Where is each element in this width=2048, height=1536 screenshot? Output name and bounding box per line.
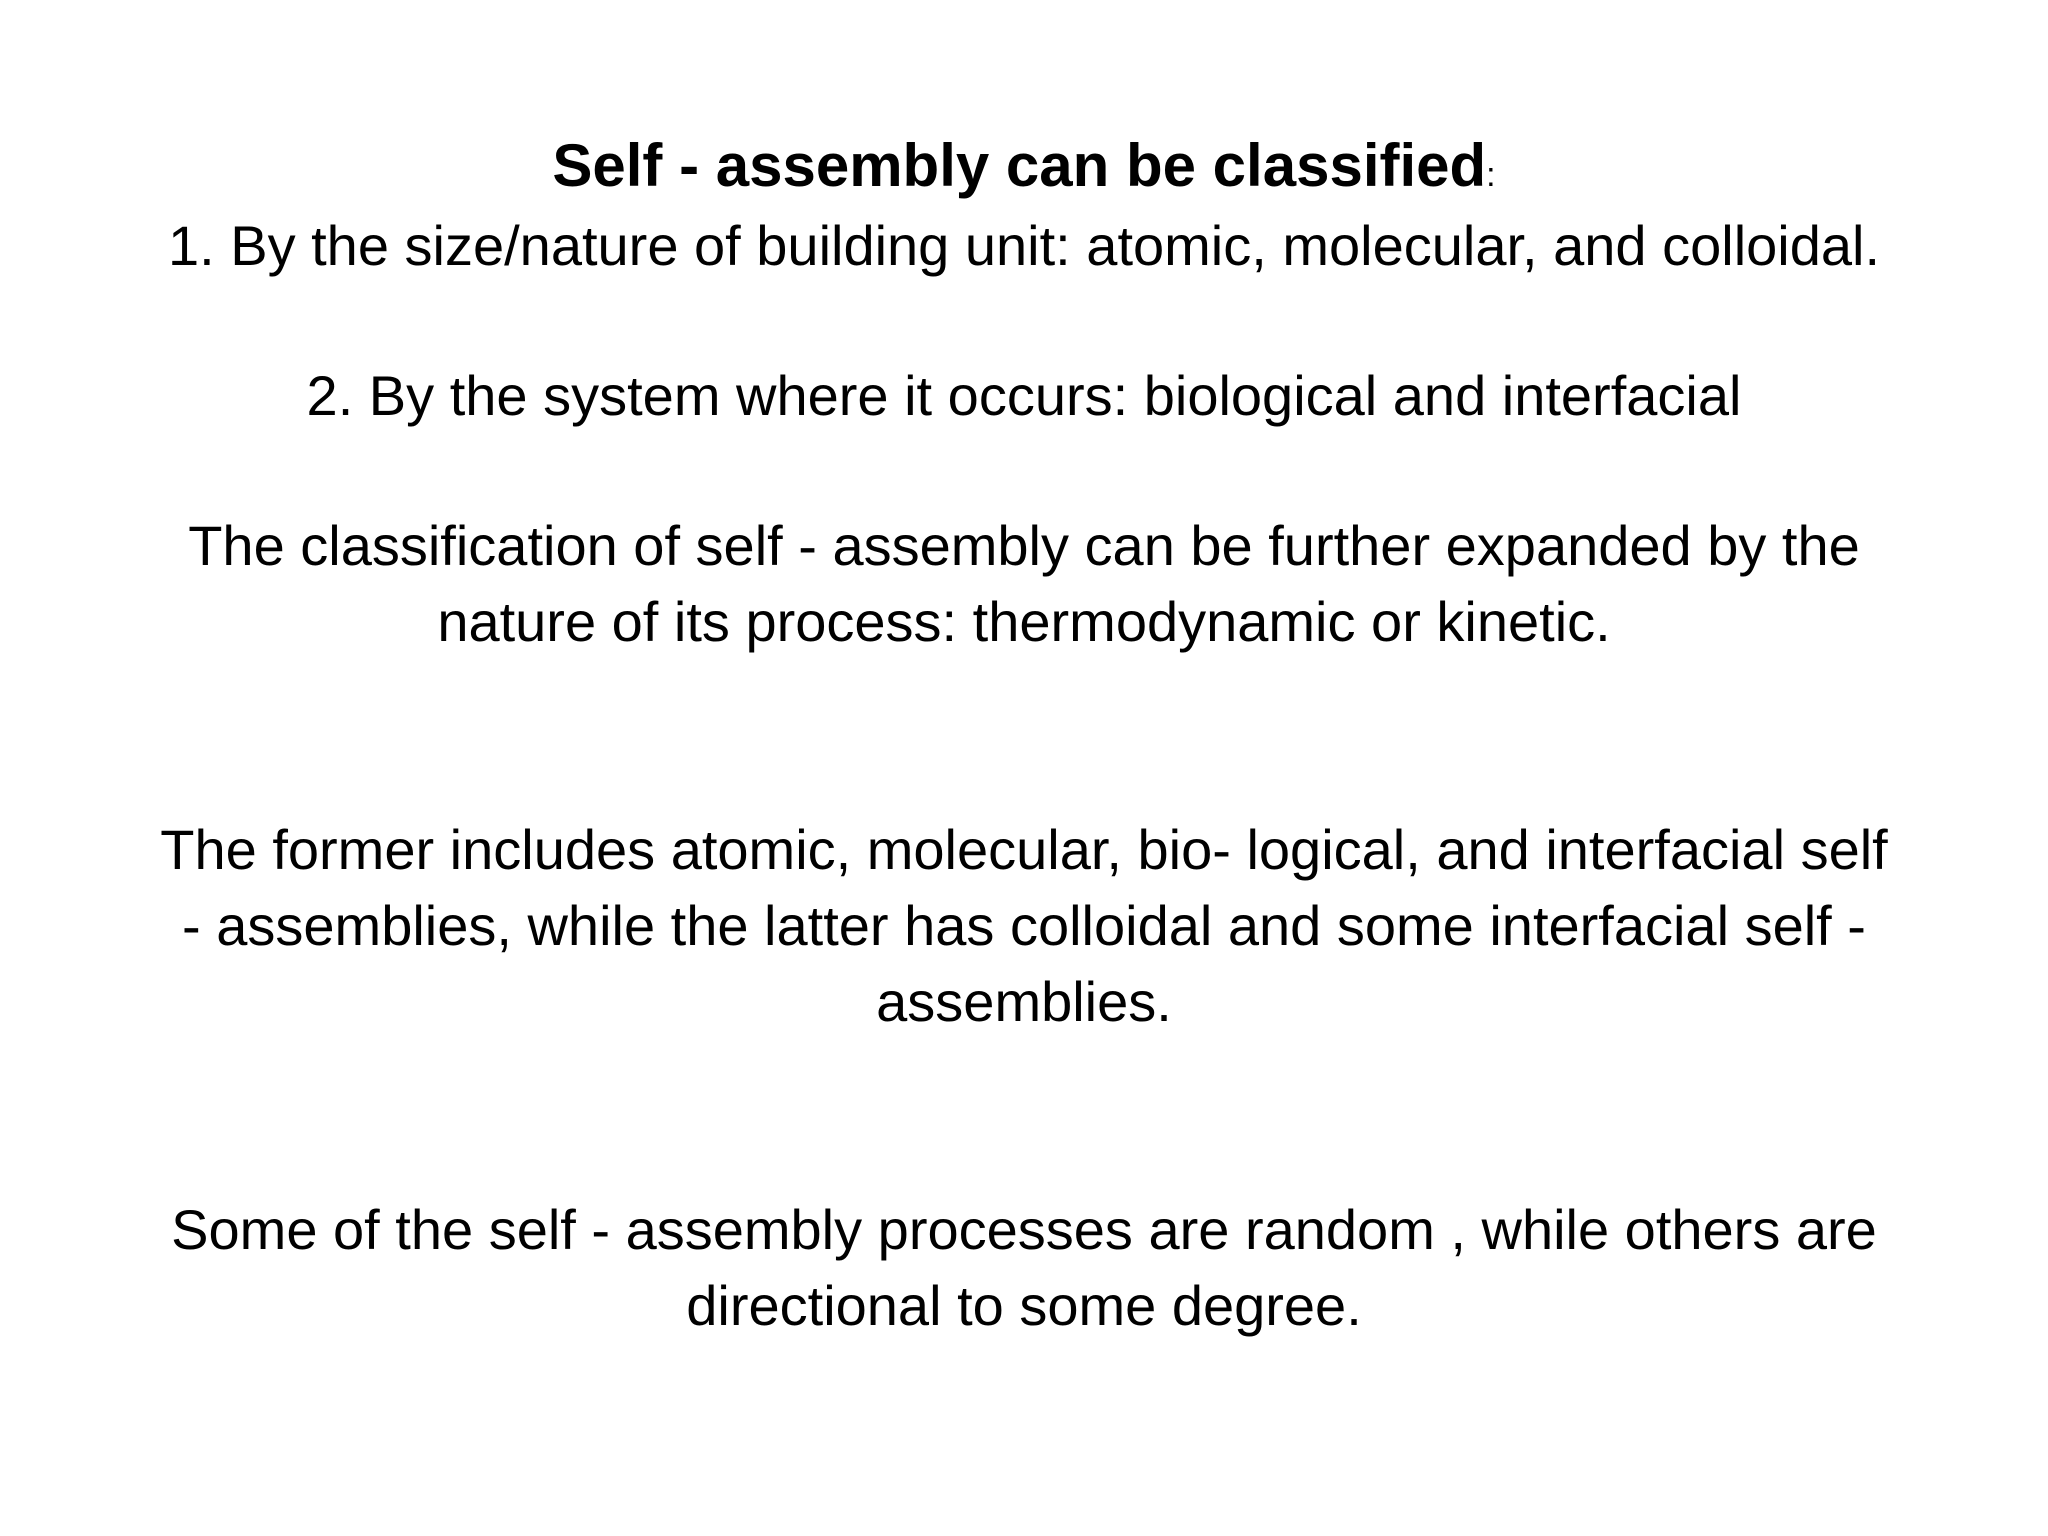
slide-title-colon: : — [1486, 156, 1496, 194]
paragraph-line: assemblies. — [876, 970, 1172, 1033]
paragraph-line: - assemblies, while the latter has colloidal and some interfacial self - — [182, 894, 1866, 957]
paragraph-line: Some of the self - assembly processes are random , while others are — [171, 1198, 1877, 1261]
paragraph-line: The former includes atomic, molecular, bio- logical, and interfacial self — [160, 818, 1888, 881]
classification-item-1: 1. By the size/nature of building unit: atomic, molecular, and colloidal. — [167, 214, 1881, 277]
paragraph-line: directional to some degree. — [686, 1274, 1362, 1337]
paragraph-line: nature of its process: thermodynamic or kinetic. — [437, 590, 1611, 653]
slide-title-text: Self - assembly can be classified — [552, 132, 1487, 199]
slide-title — [0, 128, 2048, 213]
paragraph-line: The classification of self - assembly can be further expanded by the — [188, 514, 1860, 577]
classification-item-2: 2. By the system where it occurs: biological and interfacial — [306, 364, 1742, 427]
